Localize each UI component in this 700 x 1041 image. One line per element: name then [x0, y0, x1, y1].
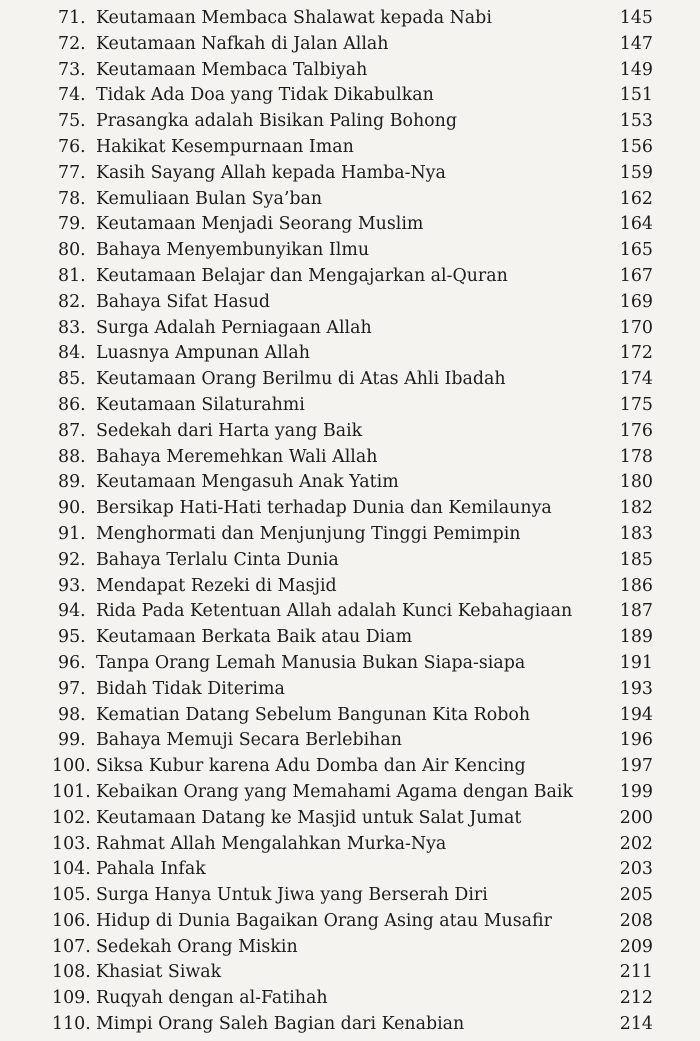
toc-entry-page-number: 153	[619, 111, 653, 132]
toc-entry-page-number: 199	[619, 781, 653, 802]
toc-entry-number: 109.	[52, 988, 91, 1009]
toc-entry-title: Keutamaan Belajar dan Mengajarkan al-Quran	[96, 265, 508, 286]
toc-entry	[0, 58, 700, 84]
toc-entry-page-number: 193	[619, 678, 653, 699]
toc-entry-number: 85.	[58, 369, 86, 390]
toc-entry-page-number: 169	[619, 291, 653, 312]
toc-entry	[0, 883, 700, 909]
toc-entry-title: Keutamaan Berkata Baik atau Diam	[96, 627, 413, 648]
toc-entry-page-number: 209	[619, 936, 653, 957]
toc-entry-title: Bahaya Memuji Secara Berlebihan	[96, 730, 402, 751]
toc-entry-title: Prasangka adalah Bisikan Paling Bohong	[96, 111, 457, 132]
toc-entry-title: Keutamaan Membaca Talbiyah	[96, 59, 368, 80]
toc-entry-page-number: 189	[619, 627, 653, 648]
toc-entry-number: 100.	[52, 756, 91, 777]
toc-entry-number: 99.	[58, 730, 86, 751]
toc-entry	[0, 1012, 700, 1038]
toc-entry-title: Pahala Infak	[96, 859, 206, 880]
toc-entry-number: 105.	[52, 885, 91, 906]
toc-entry-number: 91.	[58, 523, 86, 544]
toc-entry-title: Bahaya Terlalu Cinta Dunia	[96, 549, 339, 570]
toc-entry-page-number: 174	[619, 369, 653, 390]
toc-entry-number: 92.	[58, 549, 86, 570]
toc-entry	[0, 341, 700, 367]
toc-entry-title: Keutamaan Membaca Shalawat kepada Nabi	[96, 8, 492, 28]
toc-entry-title: Bahaya Meremehkan Wali Allah	[96, 446, 378, 467]
toc-entry-number: 80.	[58, 240, 86, 261]
toc-entry	[0, 135, 700, 161]
toc-entry	[0, 393, 700, 419]
toc-entry-title: Rida Pada Ketentuan Allah adalah Kunci Kebahagiaan	[96, 601, 573, 622]
toc-entry-title: Hakikat Kesempurnaan Iman	[96, 136, 354, 157]
toc-entry-page-number: 147	[619, 33, 653, 54]
toc-entry	[0, 161, 700, 187]
toc-entry	[0, 212, 700, 238]
toc-entry-number: 87.	[58, 420, 86, 441]
toc-entry	[0, 290, 700, 316]
toc-entry	[0, 187, 700, 213]
toc-entry-page-number: 214	[619, 1014, 653, 1035]
toc-entry-page-number: 172	[619, 343, 653, 364]
toc-entry-page-number: 178	[619, 446, 653, 467]
toc-entry-page-number: 145	[619, 8, 653, 28]
toc-entry-number: 76.	[58, 136, 86, 157]
toc-entry-number: 74.	[58, 85, 86, 106]
toc-entry-page-number: 186	[619, 575, 653, 596]
toc-entry	[0, 445, 700, 471]
toc-entry-title: Siksa Kubur karena Adu Domba dan Air Kencing	[96, 756, 526, 777]
toc-entry	[0, 677, 700, 703]
toc-entry	[0, 419, 700, 445]
toc-entry-title: Bidah Tidak Diterima	[96, 678, 285, 699]
toc-entry	[0, 470, 700, 496]
toc-entry-title: Surga Hanya Untuk Jiwa yang Berserah Diri	[96, 885, 488, 906]
toc-entry-title: Keutamaan Mengasuh Anak Yatim	[96, 472, 399, 493]
toc-entry-page-number: 185	[619, 549, 653, 570]
toc-entry	[0, 651, 700, 677]
toc-entry-number: 102.	[52, 807, 91, 828]
toc-entry	[0, 935, 700, 961]
toc-entry-page-number: 205	[619, 885, 653, 906]
toc-entry-title: Mimpi Orang Saleh Bagian dari Kenabian	[96, 1014, 465, 1035]
toc-entry-number: 75.	[58, 111, 86, 132]
toc-entry-number: 73.	[58, 59, 86, 80]
toc-entry	[0, 496, 700, 522]
toc-entry	[0, 599, 700, 625]
toc-entry-number: 81.	[58, 265, 86, 286]
toc-entry-number: 93.	[58, 575, 86, 596]
toc-entry	[0, 522, 700, 548]
toc-entry	[0, 986, 700, 1012]
toc-entry-title: Bersikap Hati-Hati terhadap Dunia dan Kemilaunya	[96, 498, 552, 519]
toc-entry-page-number: 196	[619, 730, 653, 751]
toc-entry-title: Sedekah Orang Miskin	[96, 936, 298, 957]
toc-entry	[0, 32, 700, 58]
toc-entry-title: Rahmat Allah Mengalahkan Murka-Nya	[96, 833, 447, 854]
toc-entry-page-number: 182	[619, 498, 653, 519]
toc-entry-number: 96.	[58, 652, 86, 673]
toc-entry-number: 77.	[58, 162, 86, 183]
toc-entry-number: 78.	[58, 188, 86, 209]
toc-entry-page-number: 200	[619, 807, 653, 828]
toc-entry-number: 95.	[58, 627, 86, 648]
toc-entry-page-number: 156	[619, 136, 653, 157]
toc-entry-number: 82.	[58, 291, 86, 312]
toc-entry-number: 103.	[52, 833, 91, 854]
toc-entry	[0, 83, 700, 109]
toc-entry-page-number: 167	[619, 265, 653, 286]
toc-entry	[0, 6, 700, 32]
toc-entry	[0, 625, 700, 651]
toc-entry-page-number: 170	[619, 317, 653, 338]
toc-entry	[0, 857, 700, 883]
toc-entry	[0, 548, 700, 574]
toc-entry-title: Keutamaan Menjadi Seorang Muslim	[96, 214, 424, 235]
toc-entry-title: Keutamaan Orang Berilmu di Atas Ahli Ibadah	[96, 369, 506, 390]
toc-entry-number: 94.	[58, 601, 86, 622]
toc-entry-page-number: 211	[619, 962, 653, 983]
toc-entry-number: 98.	[58, 704, 86, 725]
toc-entry	[0, 703, 700, 729]
toc-entry-title: Surga Adalah Perniagaan Allah	[96, 317, 372, 338]
toc-entry-title: Kebaikan Orang yang Memahami Agama dengan Baik	[96, 781, 574, 802]
toc-entry-page-number: 208	[619, 910, 653, 931]
toc-entry	[0, 574, 700, 600]
toc-entry	[0, 780, 700, 806]
toc-entry	[0, 728, 700, 754]
toc-entry-title: Kemuliaan Bulan Sya’ban	[96, 188, 323, 209]
toc-entry-page-number: 187	[619, 601, 653, 622]
toc-entry	[0, 109, 700, 135]
toc-entry	[0, 367, 700, 393]
toc-entry-title: Kematian Datang Sebelum Bangunan Kita Roboh	[96, 704, 531, 725]
toc-entry	[0, 960, 700, 986]
toc-entry-page-number: 194	[619, 704, 653, 725]
toc-entry-title: Kasih Sayang Allah kepada Hamba-Nya	[96, 162, 446, 183]
toc-entry	[0, 806, 700, 832]
toc-list	[0, 6, 700, 1038]
toc-entry-page-number: 203	[619, 859, 653, 880]
toc-entry-number: 107.	[52, 936, 91, 957]
toc-entry-page-number: 149	[619, 59, 653, 80]
toc-entry-title: Hidup di Dunia Bagaikan Orang Asing atau Musafir	[96, 910, 552, 931]
toc-entry-number: 110.	[52, 1014, 91, 1035]
toc-entry-number: 83.	[58, 317, 86, 338]
toc-entry-page-number: 212	[619, 988, 653, 1009]
toc-entry	[0, 909, 700, 935]
toc-entry-page-number: 162	[619, 188, 653, 209]
toc-entry-page-number: 165	[619, 240, 653, 261]
toc-entry-page-number: 159	[619, 162, 653, 183]
toc-entry-title: Tidak Ada Doa yang Tidak Dikabulkan	[96, 85, 434, 106]
toc-entry-number: 88.	[58, 446, 86, 467]
toc-entry-page-number: 175	[619, 394, 653, 415]
toc-entry-number: 72.	[58, 33, 86, 54]
toc-entry-title: Keutamaan Datang ke Masjid untuk Salat Jumat	[96, 807, 522, 828]
toc-entry-title: Khasiat Siwak	[96, 962, 222, 983]
toc-entry-number: 101.	[52, 781, 91, 802]
toc-entry-number: 86.	[58, 394, 86, 415]
toc-entry	[0, 832, 700, 858]
toc-entry-title: Sedekah dari Harta yang Baik	[96, 420, 363, 441]
toc-entry	[0, 238, 700, 264]
toc-entry-page-number: 191	[619, 652, 653, 673]
toc-entry-title: Mendapat Rezeki di Masjid	[96, 575, 337, 596]
toc-entry-title: Bahaya Menyembunyikan Ilmu	[96, 240, 370, 261]
toc-entry-number: 89.	[58, 472, 86, 493]
toc-entry	[0, 316, 700, 342]
toc-entry	[0, 264, 700, 290]
toc-entry-page-number: 183	[619, 523, 653, 544]
toc-entry-title: Tanpa Orang Lemah Manusia Bukan Siapa-siapa	[96, 652, 526, 673]
toc-entry-number: 84.	[58, 343, 86, 364]
toc-entry-title: Bahaya Sifat Hasud	[96, 291, 271, 312]
toc-entry-page-number: 164	[619, 214, 653, 235]
toc-entry	[0, 754, 700, 780]
toc-entry-number: 90.	[58, 498, 86, 519]
toc-entry-page-number: 176	[619, 420, 653, 441]
toc-entry-title: Ruqyah dengan al-Fatihah	[96, 988, 328, 1009]
toc-entry-number: 104.	[52, 859, 91, 880]
toc-entry-page-number: 180	[619, 472, 653, 493]
toc-entry-number: 108.	[52, 962, 91, 983]
toc-entry-title: Keutamaan Silaturahmi	[96, 394, 305, 415]
toc-entry-number: 106.	[52, 910, 91, 931]
toc-entry-page-number: 151	[619, 85, 653, 106]
toc-entry-title: Menghormati dan Menjunjung Tinggi Pemimpin	[96, 523, 521, 544]
toc-entry-number: 97.	[58, 678, 86, 699]
toc-entry-number: 71.	[58, 8, 86, 28]
toc-entry-page-number: 202	[619, 833, 653, 854]
toc-entry-page-number: 197	[619, 756, 653, 777]
toc-entry-title: Luasnya Ampunan Allah	[96, 343, 310, 364]
toc-entry-title: Keutamaan Nafkah di Jalan Allah	[96, 33, 389, 54]
toc-entry-number: 79.	[58, 214, 86, 235]
